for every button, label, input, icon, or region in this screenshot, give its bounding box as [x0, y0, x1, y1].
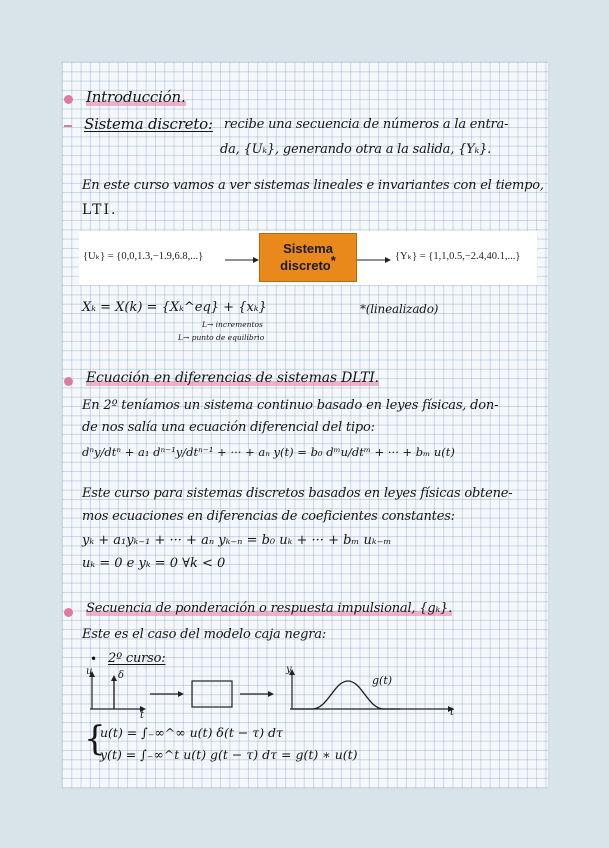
to-box-arrow-icon [178, 691, 184, 697]
initial-conditions: uₖ = 0 e yₖ = 0 ∀k < 0 [82, 556, 226, 571]
block-star: * [330, 253, 336, 268]
difference-eq-line-2: de nos salía una ecuación diferencial del tipo: [82, 420, 375, 435]
bullet-dot: • [90, 652, 98, 666]
axis-t-right-label: t [450, 707, 455, 718]
axis-t-left-label: t [140, 710, 145, 721]
axis-y-label: y [286, 664, 292, 675]
pink-bullet-icon [64, 377, 73, 386]
intro-title: Introducción. [86, 88, 186, 106]
axis-u-label: u [86, 666, 93, 677]
pink-bullet-icon [64, 608, 73, 617]
from-box-arrow-icon [268, 691, 274, 697]
input-sequence: {Uₖ} = {0,0,1.3,−1.9,6.8,...} [83, 251, 204, 262]
bullet-item-course: 2º curso: [108, 651, 166, 666]
notebook-page [62, 62, 548, 788]
course-line-2: LTI. [82, 202, 118, 218]
discrete-equation: yₖ + a₁yₖ₋₁ + ··· + aₙ yₖ₋ₙ = b₀ uₖ + ··· + bₘ uₖ₋ₘ [82, 533, 392, 548]
difference-eq-line-3: Este curso para sistemas discretos basados en leyes físicas obtene- [82, 486, 513, 501]
curve-label: g(t) [372, 674, 393, 687]
difference-eq-line-4: mos ecuaciones en diferencias de coeficientes constantes: [82, 509, 455, 524]
linearized-note: *(linealizado) [360, 302, 439, 316]
difference-eq-title: Ecuación en diferencias de sistemas DLTI. [86, 370, 379, 386]
discrete-system-term: Sistema discreto: [84, 115, 213, 133]
note-equilibrium: L→ punto de equilibrio [178, 333, 265, 342]
delta-arrow-icon [111, 675, 117, 681]
system-brace: { [84, 719, 106, 759]
equilibrium-equation: Xₖ = X(k) = {Xₖ^eq} + {xₖ} [82, 300, 267, 315]
block-label-2-row [260, 253, 356, 274]
pink-bullet-icon [64, 95, 73, 104]
continuous-equation: dⁿy/dtⁿ + a₁ dⁿ⁻¹y/dtⁿ⁻¹ + ··· + aₙ y(t) = b₀ dᵐu/dtᵐ + ··· + bₘ u(t) [82, 445, 455, 459]
impulse-title: Secuencia de ponderación o respuesta impulsional, {gₖ}. [86, 601, 453, 616]
block-label-1: Sistema [283, 241, 333, 256]
output-arrow-icon [357, 255, 391, 265]
convolution-eq-1: u(t) = ∫₋∞^∞ u(t) δ(t − τ) dτ [100, 725, 283, 740]
input-arrow-icon [225, 255, 259, 265]
block-label-2: discreto [280, 258, 331, 273]
axis-delta-label: δ [118, 670, 125, 681]
discrete-system-def-2: da, {Uₖ}, generando otra a la salida, {Yₖ}. [220, 142, 492, 157]
impulse-line-1: Este es el caso del modelo caja negra: [82, 627, 327, 642]
discrete-system-def-1: recibe una secuencia de números a la entra- [224, 117, 509, 132]
black-box [192, 681, 232, 707]
block-diagram [79, 231, 537, 285]
note-increments: L→ incrementos [202, 320, 263, 329]
system-block [259, 233, 357, 282]
convolution-eq-2: y(t) = ∫₋∞^t u(t) g(t − τ) dτ = g(t) ∗ u(t) [100, 747, 358, 762]
output-sequence: {Yₖ} = {1,1,0.5,−2.4,40.1,...} [395, 251, 521, 262]
course-line-1: En este curso vamos a ver sistemas lineales e invariantes con el tiempo, [82, 178, 544, 193]
pink-dash-icon [64, 125, 72, 127]
difference-eq-line-1: En 2º teníamos un sistema continuo basado en leyes físicas, don- [82, 398, 499, 413]
